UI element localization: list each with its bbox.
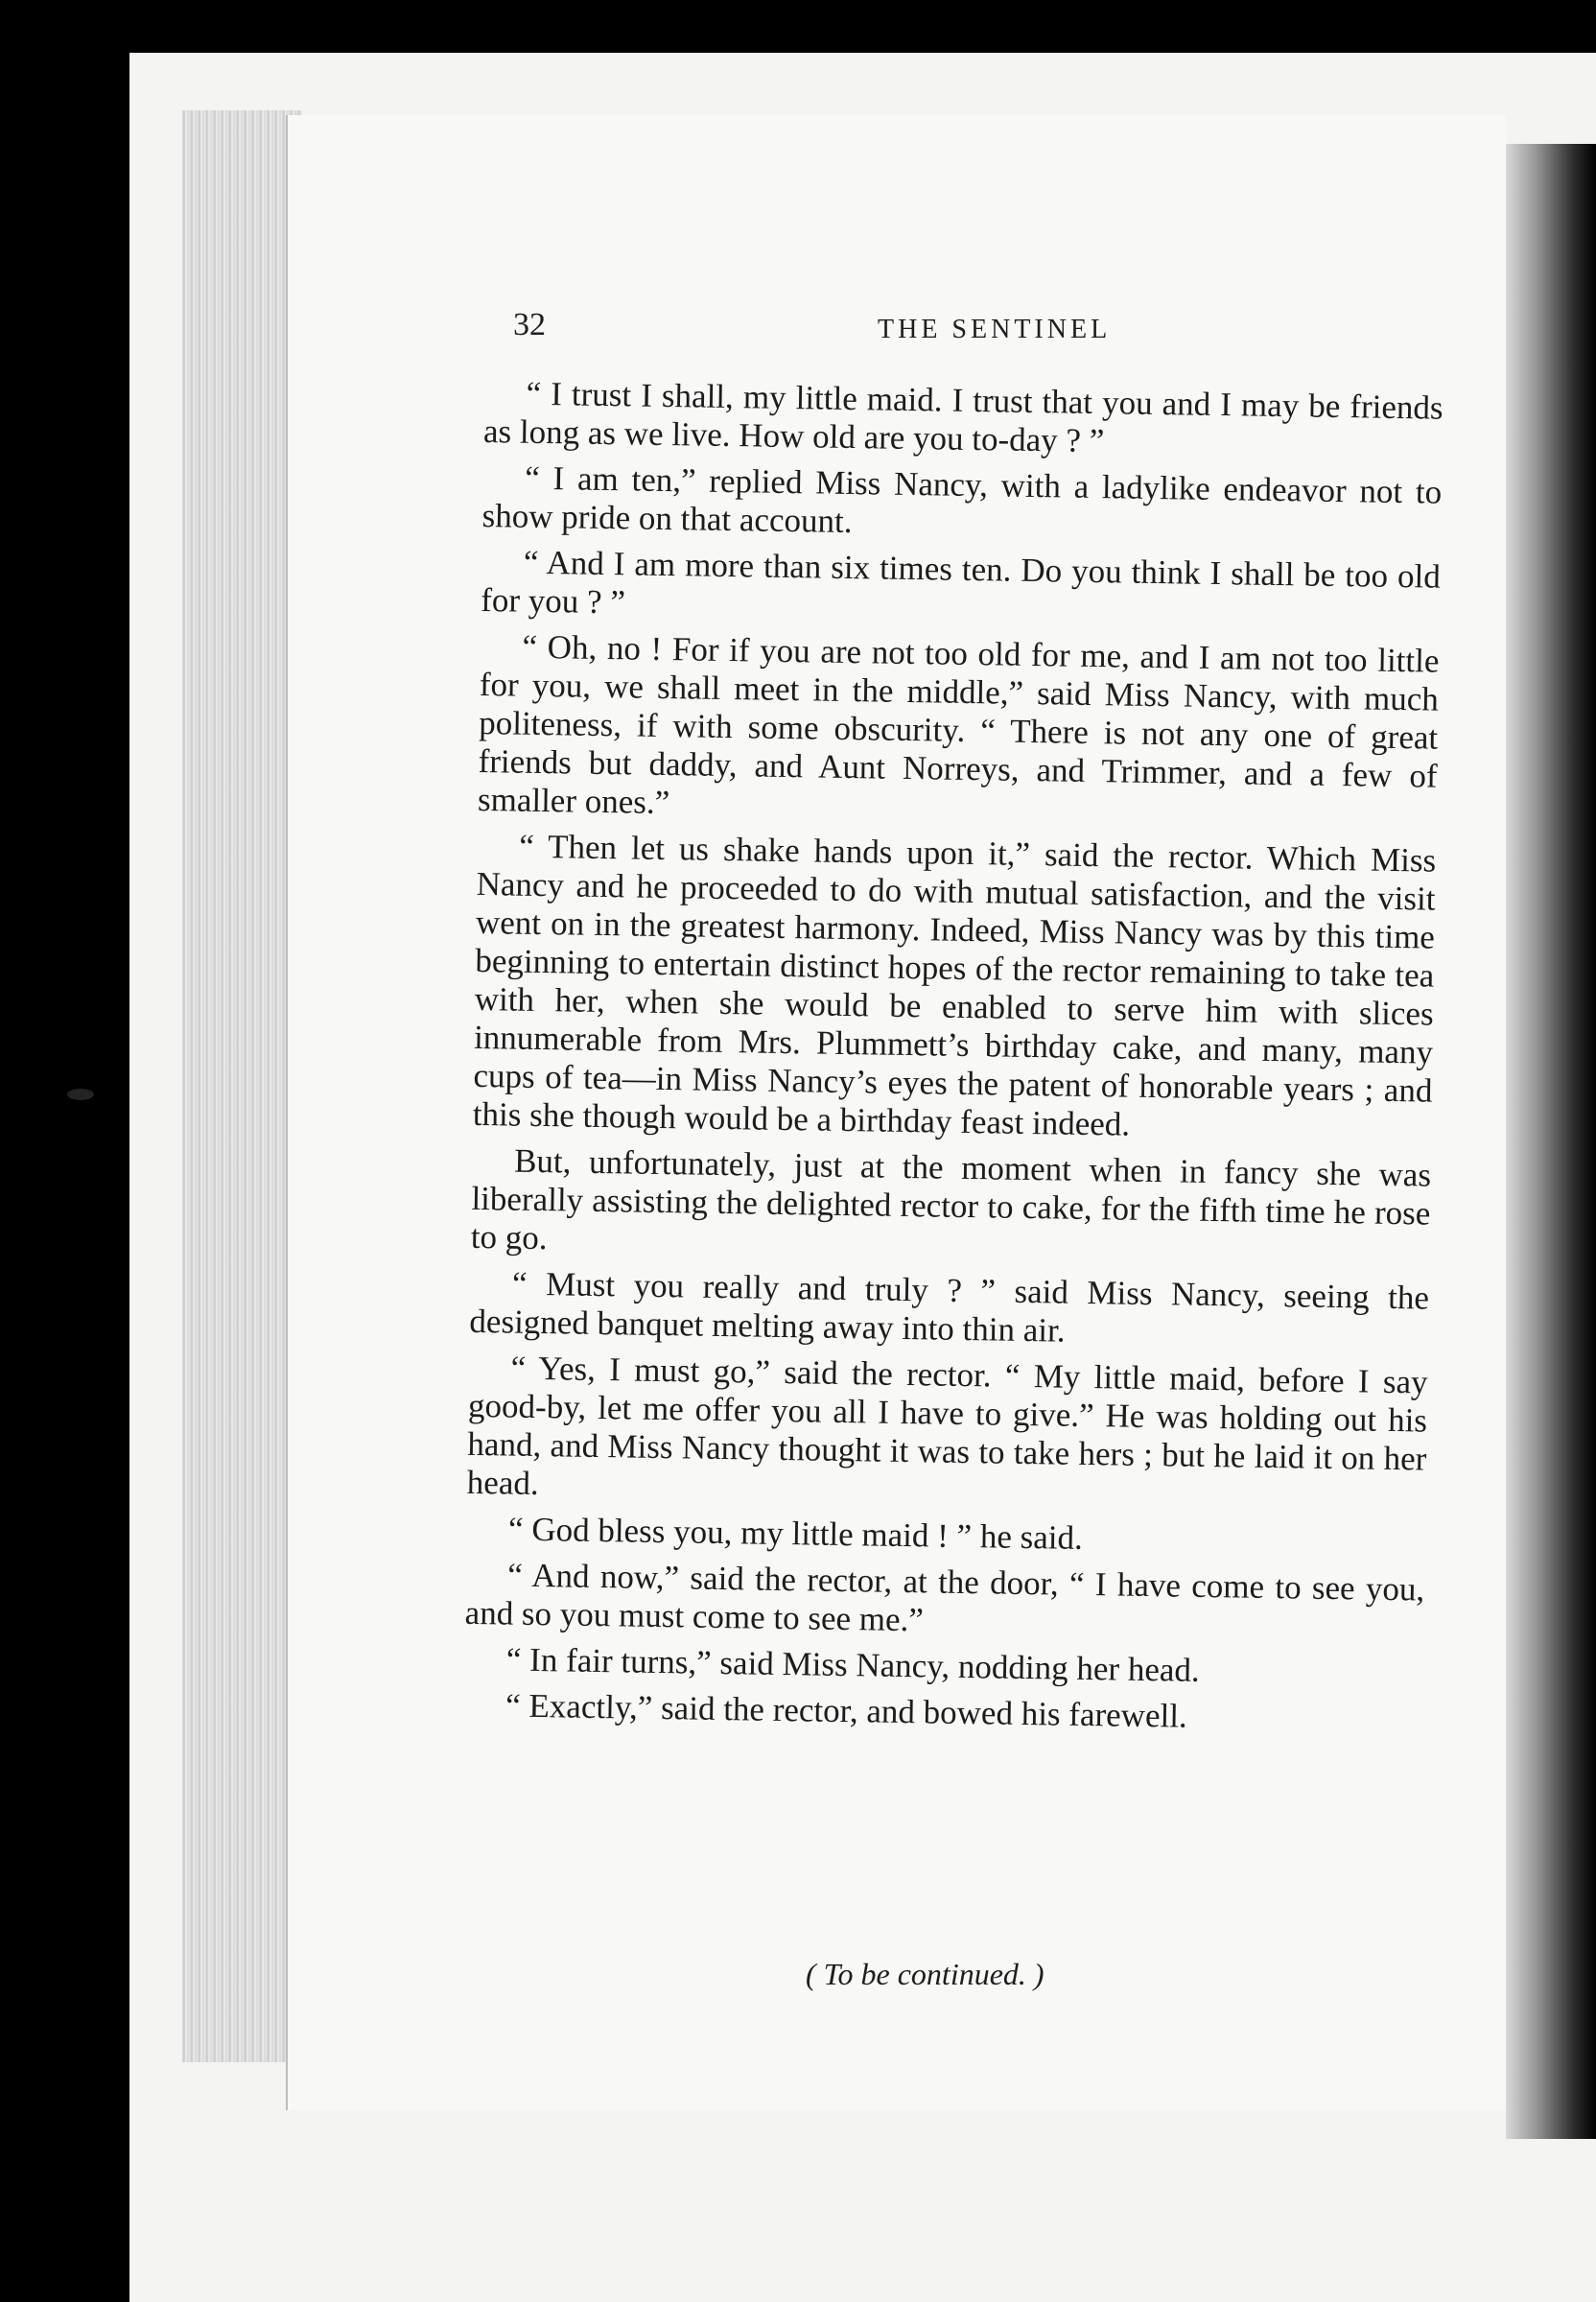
running-title: THE SENTINEL <box>878 315 1112 344</box>
paragraph: “ I trust I shall, my little maid. I trust that you and I may be friends as long as we live. How old are you to-day ? ” <box>482 374 1443 460</box>
paragraph: “ Exactly,” said the rector, and bowed his farewell. <box>505 1686 1188 1735</box>
paragraph: “ And now,” said the rector, at the door, “ I have come to see you, and so you must come to see me.” <box>464 1556 1425 1639</box>
to-be-continued-note: ( To be continued. ) <box>806 1957 1044 1991</box>
page-edges-stack <box>182 110 302 2062</box>
paragraph: “ Must you really and truly ? ” said Miss Nancy, seeing the designed banquet melting away into thin air. <box>469 1264 1430 1350</box>
paragraph: “ In fair turns,” said Miss Nancy, nodding her head. <box>505 1640 1200 1689</box>
book-cover-edge <box>1506 144 1596 2139</box>
paragraph: “ And I am more than six times ten. Do you think I shall be too old for you ? ” <box>480 543 1442 622</box>
page-number: 32 <box>513 307 546 342</box>
paragraph: “ I am ten,” replied Miss Nancy, with a ladylike endeavor not to show pride on that account. <box>481 458 1443 541</box>
paragraph: “ Yes, I must go,” said the rector. “ My little maid, before I say good-by, let me offer you all I have to give.” He was holding out his hand, and Miss Nancy thought it was to take hers ; but he laid it on her head. <box>466 1349 1428 1503</box>
body-text <box>463 374 1443 1748</box>
paragraph: “ God bless you, my little maid ! ” he said. <box>507 1510 1084 1557</box>
paragraph: “ Then let us shake hands upon it,” said the rector. Which Miss Nancy and he proceeded to do with mutual satisfaction, and the visit went on in the greatest harmony. Indeed, Miss Nancy was by this time beginning to entertain distinct hopes of the rector remaining to take tea with her, when she would be enabled to serve him with slices innumerable from Mrs. Plummett’s birthday cake, and many, many cups of tea—in Miss Nancy’s eyes the patent of honorable years ; and this she though would be a birthday feast indeed. <box>472 827 1437 1143</box>
scan-smudge <box>67 1089 94 1100</box>
paragraph: But, unfortunately, just at the moment when in fancy she was liberally assisting the delighted rector to cake, for the fifth time he rose to go. <box>470 1141 1432 1257</box>
paragraph: “ Oh, no ! For if you are not too old for me, and I am not too little for you, we shall meet in the middle,” said Miss Nancy, with much politeness, if with some obscurity. “ There is not any one of great friends but daddy, and Aunt Norreys, and Trimmer, and a few of smaller ones.” <box>477 627 1440 822</box>
